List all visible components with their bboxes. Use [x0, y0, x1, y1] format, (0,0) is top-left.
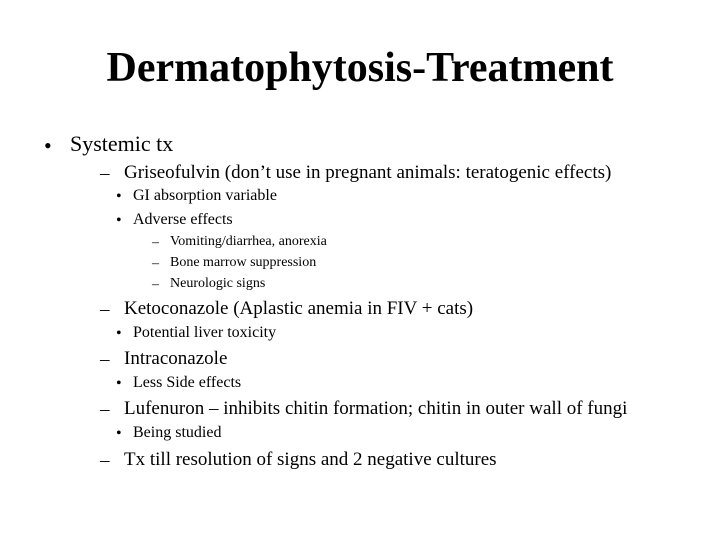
bullet-marker: •	[116, 325, 122, 342]
dash-marker: –	[100, 163, 110, 184]
bullet-intraconazole: Intraconazole	[124, 348, 228, 369]
bullet-gi-absorption: GI absorption variable	[133, 187, 277, 204]
bullet-marker: •	[116, 425, 122, 442]
bullet-liver-toxicity: Potential liver toxicity	[133, 324, 277, 341]
bullet-neurologic-signs: Neurologic signs	[170, 276, 266, 291]
bullet-tx-till-resolution: Tx till resolution of signs and 2 negative cultures	[124, 449, 497, 470]
dash-marker: –	[152, 235, 159, 250]
bullet-ketoconazole: Ketoconazole (Aplastic anemia in FIV + cats)	[124, 298, 474, 319]
dash-marker: –	[152, 256, 159, 271]
bullet-adverse-effects: Adverse effects	[133, 211, 233, 228]
bullet-being-studied: Being studied	[133, 424, 222, 441]
bullet-systemic-tx: Systemic tx	[70, 131, 174, 156]
bullet-griseofulvin: Griseofulvin (don’t use in pregnant animals: teratogenic effects)	[124, 162, 612, 183]
dash-marker: –	[100, 399, 110, 420]
bullet-less-side-effects: Less Side effects	[133, 374, 242, 391]
bullet-vomiting-diarrhea: Vomiting/diarrhea, anorexia	[170, 234, 327, 249]
bullet-marker: •	[116, 375, 122, 392]
bullet-marker: •	[44, 133, 52, 158]
slide-title: Dermatophytosis-Treatment	[106, 45, 614, 91]
bullet-bone-marrow: Bone marrow suppression	[170, 255, 317, 270]
dash-marker: –	[152, 277, 159, 292]
dash-marker: –	[100, 349, 110, 370]
bullet-lufenuron: Lufenuron – inhibits chitin formation; chitin in outer wall of fungi	[124, 398, 628, 419]
bullet-marker: •	[116, 188, 122, 205]
dash-marker: –	[100, 450, 110, 471]
dash-marker: –	[100, 299, 110, 320]
bullet-marker: •	[116, 212, 122, 229]
